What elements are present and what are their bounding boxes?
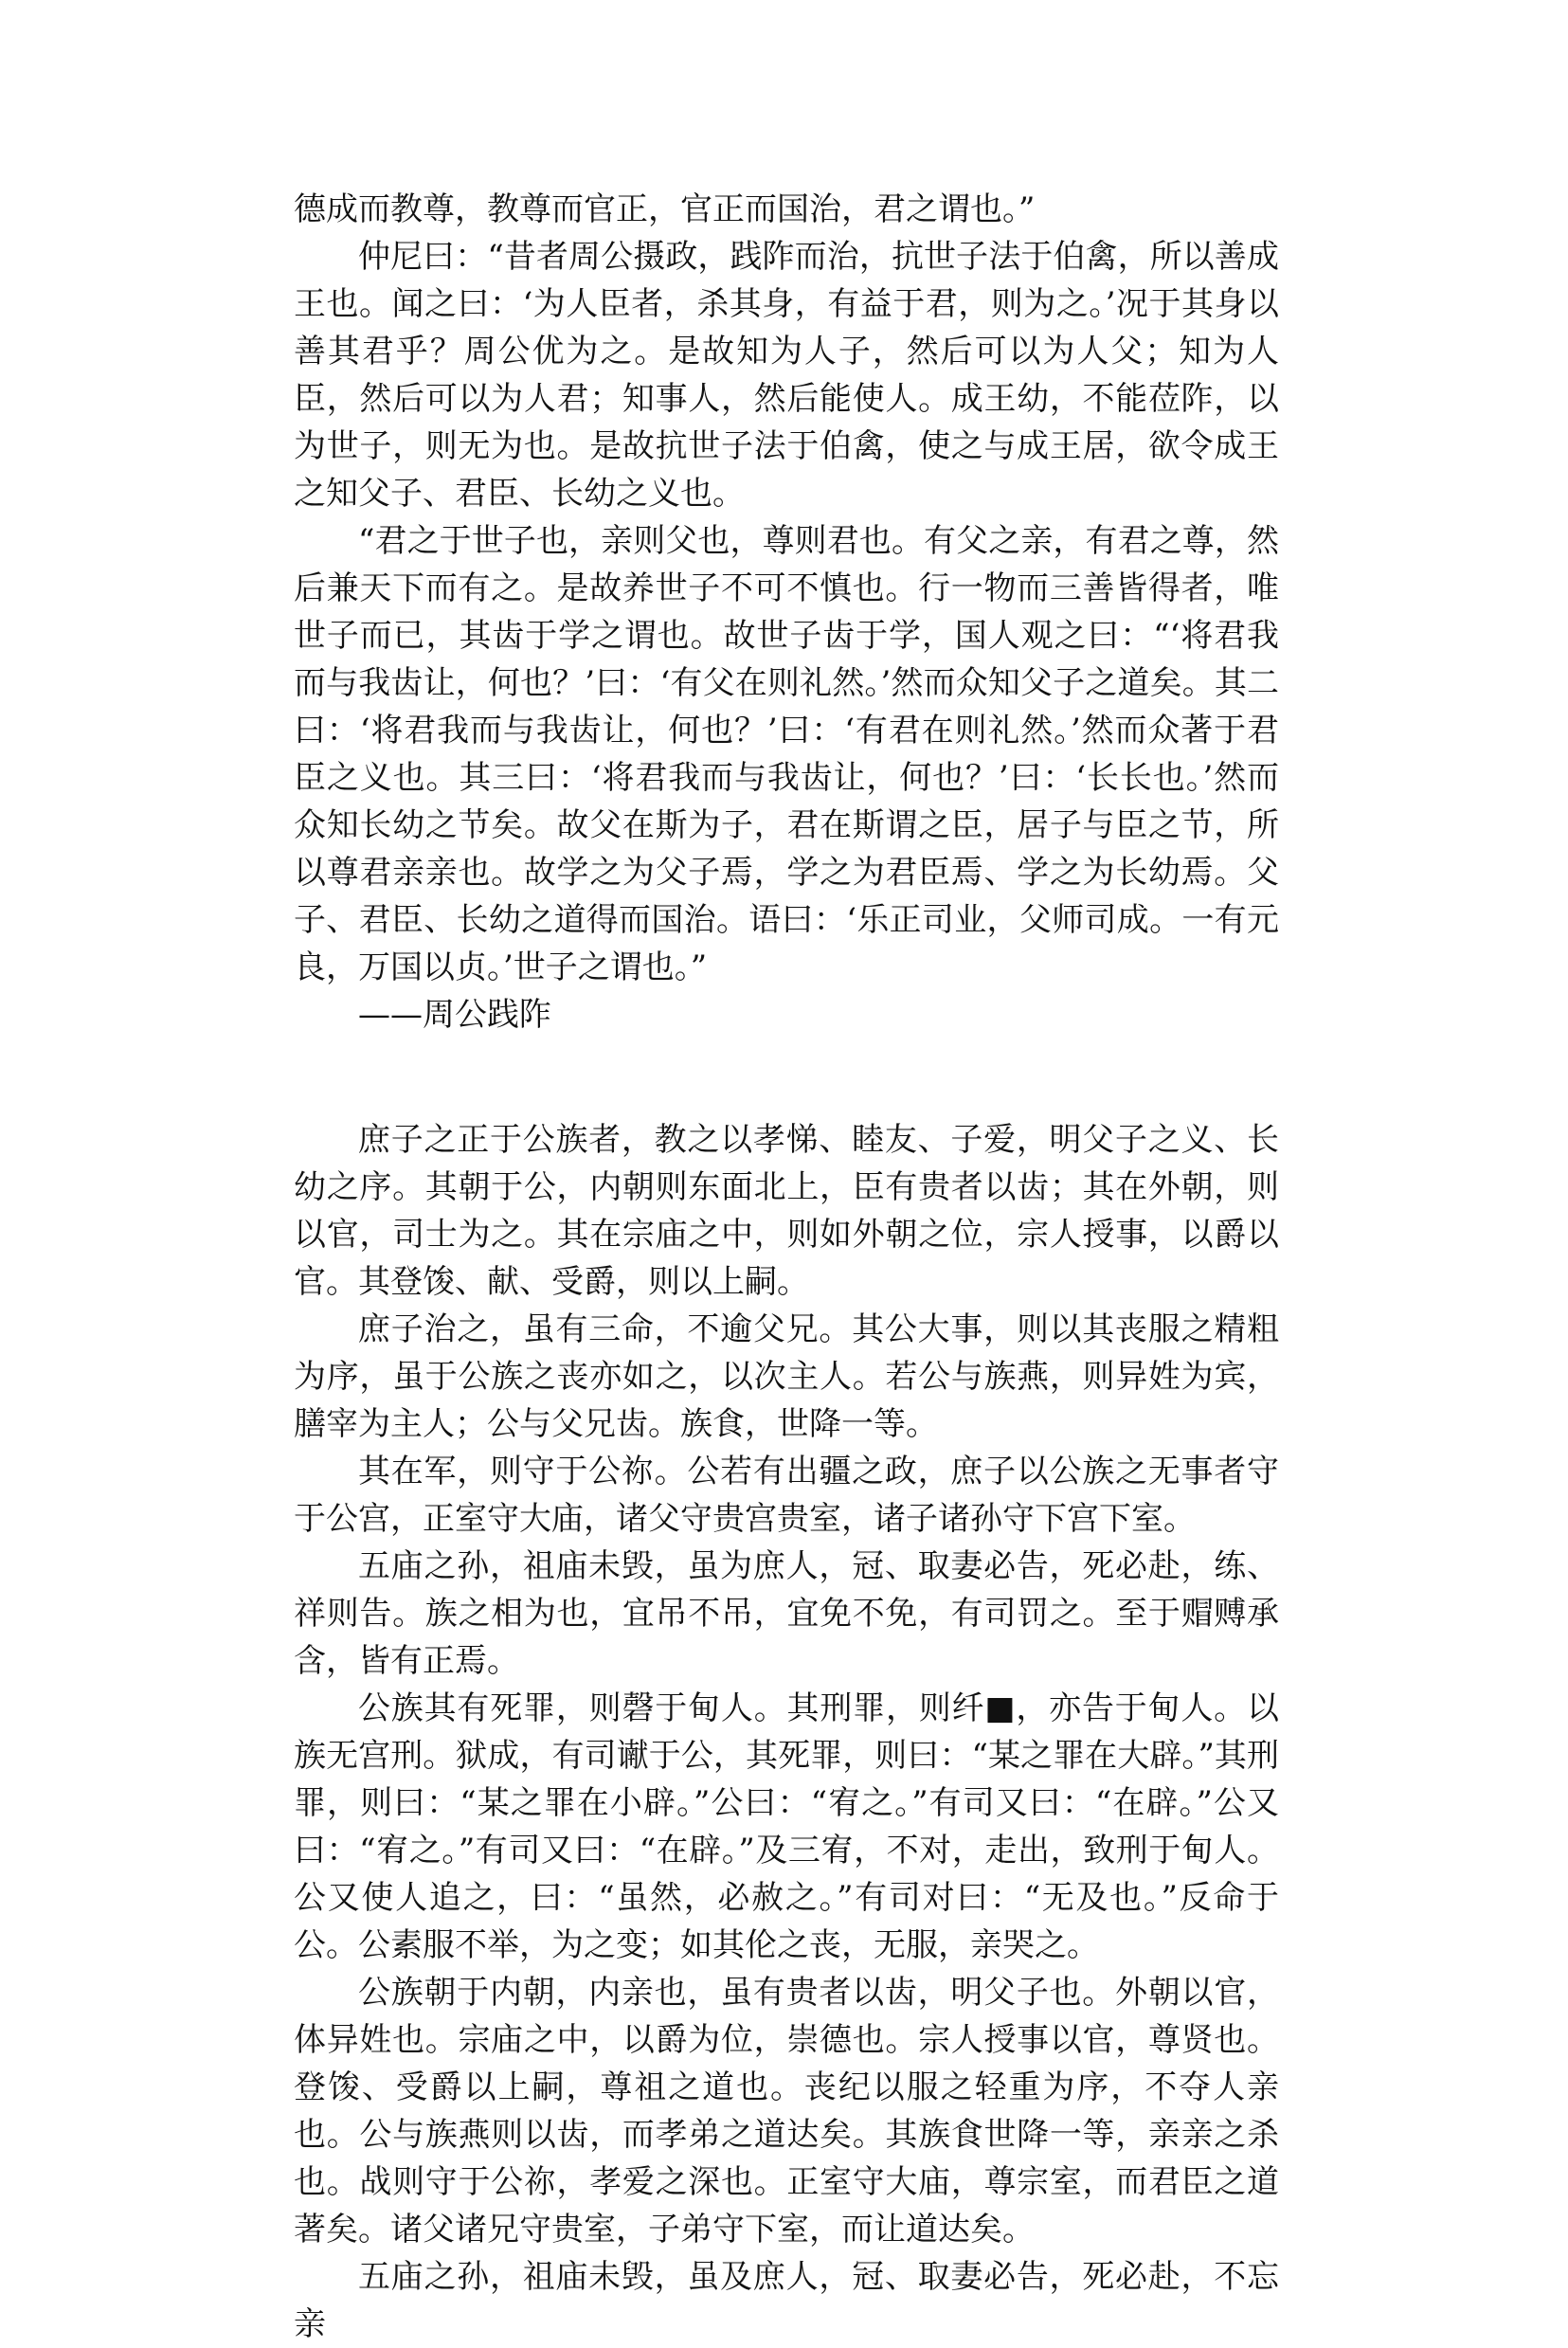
paragraph: 庶子治之，虽有三命，不逾父兄。其公大事，则以其丧服之精粗为序，虽于公族之丧亦如之，以次主人。若公与族燕，则异姓为宾，膳宰为主人；公与父兄齿。族食，世降一等。 bbox=[294, 1310, 1279, 1443]
paragraph: 五庙之孙，祖庙未毁，虽及庶人，冠、取妻必告，死必赴，不忘亲 bbox=[294, 2258, 1279, 2343]
paragraph: 五庙之孙，祖庙未毁，虽为庶人，冠、取妻必告，死必赴，练、祥则告。族之相为也，宜吊不吊，宜免不免，有司罚之。至于赗赙承含，皆有正焉。 bbox=[294, 1547, 1279, 1680]
paragraph: 公族其有死罪，则磬于甸人。其刑罪，则纤■，亦告于甸人。以族无宫刑。狱成，有司谳于公，其死罪，则曰：“某之罪在大辟。”其刑罪，则曰：“某之罪在小辟。”公曰：“宥之。”有司又曰：“在辟。”公又曰：“宥之。”有司又曰：“在辟。”及三宥，不对，走出，致刑于甸人。公又使人追之，曰：“虽然，必赦之。”有司对曰：“无及也。”反命于公。公素服不举，为之变；如其伦之丧，无服，亲哭之。 bbox=[294, 1689, 1279, 1964]
paragraph: 德成而教尊，教尊而官正，官正而国治，君之谓也。” bbox=[294, 190, 1036, 228]
paragraph: 其在军，则守于公祢。公若有出疆之政，庶子以公族之无事者守于公宫，正室守大庙，诸父守贵宫贵室，诸子诸孙守下宫下室。 bbox=[294, 1453, 1279, 1538]
section-signature: ——周公践阼 bbox=[358, 996, 551, 1034]
section-gap bbox=[294, 1039, 1279, 1116]
paragraph: 庶子之正于公族者，教之以孝悌、睦友、子爱，明父子之义、长幼之序。其朝于公，内朝则东面北上，臣有贵者以齿；其在外朝，则以官，司士为之。其在宗庙之中，则如外朝之位，宗人授事，以爵以官。其登馂、献、受爵，则以上嗣。 bbox=[294, 1121, 1279, 1301]
document-body bbox=[294, 186, 1279, 2348]
paragraph: 公族朝于内朝，内亲也，虽有贵者以齿，明父子也。外朝以官，体异姓也。宗庙之中，以爵为位，崇德也。宗人授事以官，尊贤也。登馂、受爵以上嗣，尊祖之道也。丧纪以服之轻重为序，不夺人亲也。公与族燕则以齿，而孝弟之道达矣。其族食世降一等，亲亲之杀也。战则守于公祢，孝爱之深也。正室守大庙，尊宗室，而君臣之道著矣。诸父诸兄守贵室，子弟守下室，而让道达矣。 bbox=[294, 1974, 1279, 2249]
paragraph: “君之于世子也，亲则父也，尊则君也。有父之亲，有君之尊，然后兼天下而有之。是故养世子不可不慎也。行一物而三善皆得者，唯世子而已，其齿于学之谓也。故世子齿于学，国人观之曰：“‘将君我而与我齿让，何也？’曰：‘有父在则礼然。’然而众知父子之道矣。其二曰：‘将君我而与我齿让，何也？’曰：‘有君在则礼然。’然而众著于君臣之义也。其三曰：‘将君我而与我齿让，何也？’曰：‘长长也。’然而众知长幼之节矣。故父在斯为子，君在斯谓之臣，居子与臣之节，所以尊君亲亲也。故学之为父子焉，学之为君臣焉、学之为长幼焉。父子、君臣、长幼之道得而国治。语曰：‘乐正司业，父师司成。一有元良，万国以贞。’世子之谓也。” bbox=[294, 522, 1279, 986]
paragraph: 仲尼曰：“昔者周公摄政，践阼而治，抗世子法于伯禽，所以善成王也。闻之曰：‘为人臣者，杀其身，有益于君，则为之。’况于其身以善其君乎？周公优为之。是故知为人子，然后可以为人父；知为人臣，然后可以为人君；知事人，然后能使人。成王幼，不能莅阼，以为世子，则无为也。是故抗世子法于伯禽，使之与成王居，欲令成王之知父子、君臣、长幼之义也。 bbox=[294, 238, 1279, 513]
